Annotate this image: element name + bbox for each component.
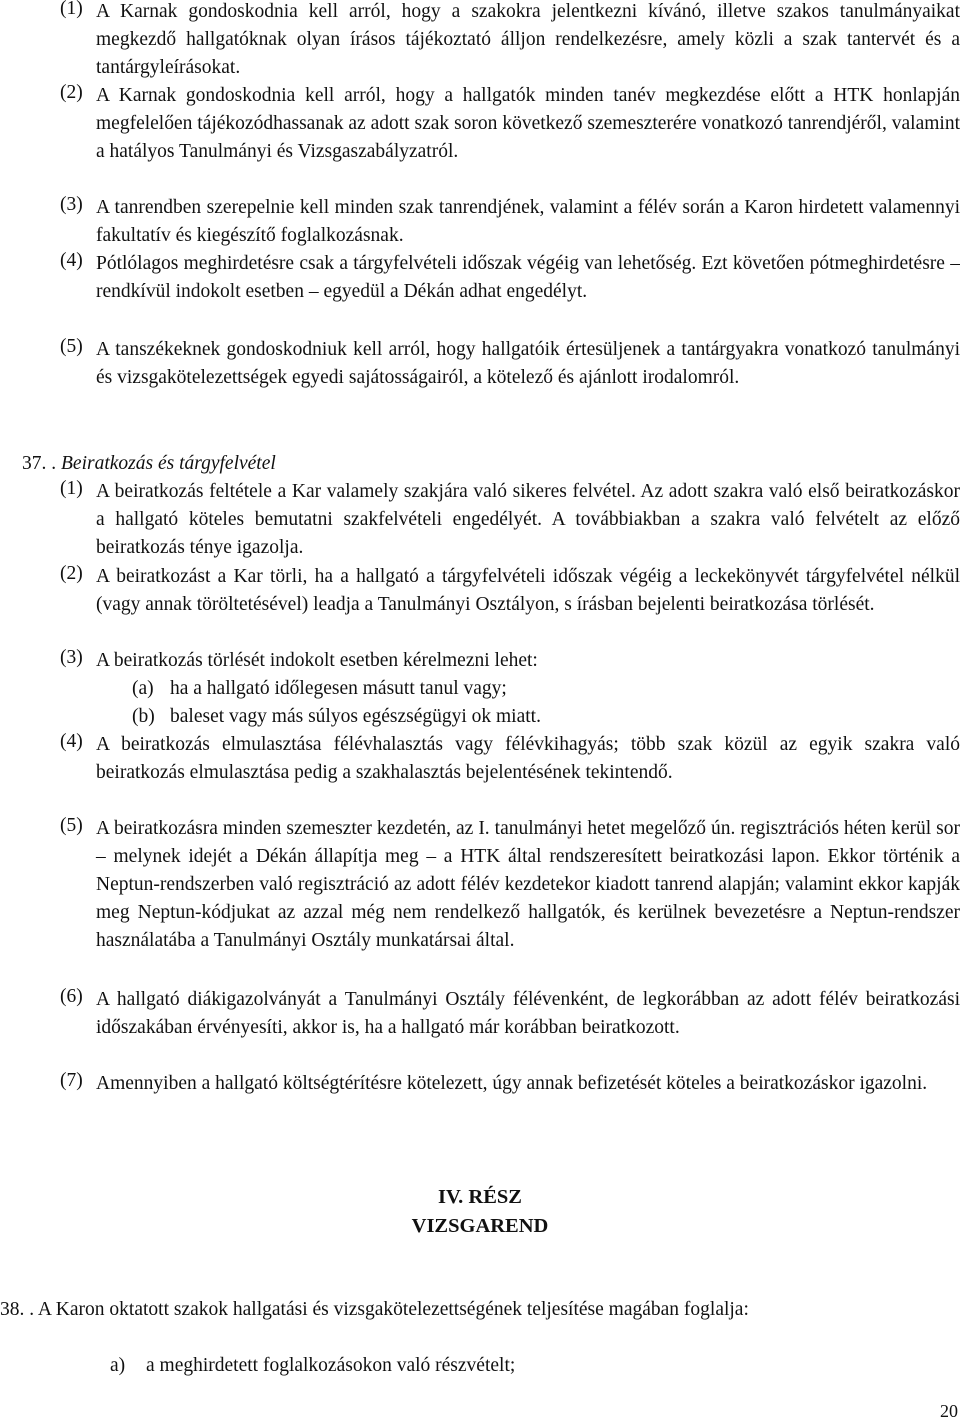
item-text: A Karnak gondoskodnia kell arról, hogy a szakokra jelentkezni kívánó, illetve szakos tanulmányaikat megkezdő hallgatóknak olyan írásos tájékoztató álljon rendelkezésre, amely közli a szak tantervét és a tantárgyleírásokat. xyxy=(96,1,960,78)
item-number: (1) xyxy=(60,478,83,499)
item-number: (1) xyxy=(60,0,83,19)
paragraph-item xyxy=(60,647,960,675)
item-text: A beiratkozást a Kar törli, ha a hallgató a tárgyfelvételi időszak végéig a leckekönyvét tárgyfelvétel nélkül (vagy annak töröltetésével) leadja a Tanulmányi Osztályon, s írásban bejelenti beiratkozása törlését. xyxy=(96,566,960,615)
part-title: VIZSGAREND xyxy=(411,1215,549,1237)
item-text: Pótlólagos meghirdetésre csak a tárgyfelvételi időszak végéig van lehetőség. Ezt követően pótmeghirdetésre – rendkívül indokolt esetben – egyedül a Dékán adhat engedélyt. xyxy=(96,253,960,302)
article-38-text: 38. . A Karon oktatott szakok hallgatási és vizsgakötelezettségének teljesítése magában foglalja: xyxy=(0,1299,749,1320)
item-text: A Karnak gondoskodnia kell arról, hogy a hallgatók minden tanév megkezdése előtt a HTK honlapján megfelelően tájékozódhassanak az adott szak soron következő szemeszterére vonatkozó tanrendjéről, valamint a hatályos Tanulmányi és Vizsgaszabályzatról. xyxy=(96,85,960,162)
item-text: A beiratkozásra minden szemeszter kezdetén, az I. tanulmányi hetet megelőző ún. regisztrációs héten kerül sor – melynek idejét a Dékán állapítja meg – a HTK által rendszeresített beiratkozási lapon. Ekkor történik a Neptun-rendszerben való regisztráció az adott félév kezdetekor kiadott tanrend alapján; valamint ekkor kapják meg Neptun-kódjukat az azzal még nem rendelkező hallgatók, és kerülnek bevezetésre a Neptun-rendszer használatába a Tanulmányi Osztály munkatársai által. xyxy=(96,818,960,951)
paragraph-item xyxy=(60,0,960,82)
part-number: IV. RÉSZ xyxy=(438,1186,522,1208)
article-number: 37. . xyxy=(22,453,57,474)
item-text: A tanrendben szerepelnie kell minden szak tanrendjének, valamint a félév során a Karon hirdetett valamennyi fakultatív és kiegészítő foglalkozásnak. xyxy=(96,197,960,246)
paragraph-item xyxy=(60,986,960,1042)
item-number: (2) xyxy=(60,563,83,584)
page-number: 20 xyxy=(940,1401,958,1421)
item-number: (3) xyxy=(60,647,83,668)
item-text: A hallgató diákigazolványát a Tanulmányi Osztály félévenként, de legkorábban az adott félév beiratkozási időszakában érvényesíti, akkor is, ha a hallgató már korábban beiratkozott. xyxy=(96,989,960,1038)
paragraph-item xyxy=(60,563,960,619)
sub-item-label: (a) xyxy=(132,678,154,699)
paragraph-item xyxy=(60,731,960,787)
item-text: Amennyiben a hallgató költségtérítésre kötelezett, úgy annak befizetését köteles a beiratkozáskor igazolni. xyxy=(96,1073,928,1094)
paragraph-item xyxy=(60,1070,960,1098)
sub-item-text: baleset vagy más súlyos egészségügyi ok miatt. xyxy=(170,706,541,727)
sub-item-text: ha a hallgató időlegesen másutt tanul vagy; xyxy=(170,678,507,699)
item-number: (5) xyxy=(60,815,83,836)
sub-item-label: (b) xyxy=(132,706,155,727)
sub-item-label: a) xyxy=(110,1355,126,1376)
article-title: Beiratkozás és tárgyfelvétel xyxy=(61,453,276,474)
sub-item xyxy=(110,1352,515,1380)
sub-item xyxy=(132,703,541,731)
item-text: A tanszékeknek gondoskodniuk kell arról, hogy hallgatóik értesüljenek a tantárgyakra vonatkozó tanulmányi és vizsgakötelezettségek egyedi sajátosságairól, a kötelező és ajánlott irodalomról. xyxy=(96,339,960,388)
article-heading xyxy=(22,450,276,478)
item-number: (5) xyxy=(60,336,83,357)
paragraph-item xyxy=(60,82,960,166)
paragraph-item xyxy=(60,478,960,562)
item-number: (2) xyxy=(60,82,83,103)
item-text: A beiratkozás törlését indokolt esetben kérelmezni lehet: xyxy=(96,650,538,671)
part-heading xyxy=(0,1183,960,1241)
paragraph-item xyxy=(60,336,960,392)
item-text: A beiratkozás elmulasztása félévhalasztás vagy félévkihagyás; több szak közül az egyik szakra való beiratkozás elmulasztása pedig a szakhalasztás bejelentésének tekintendő. xyxy=(96,734,960,783)
item-number: (7) xyxy=(60,1070,83,1091)
paragraph-item xyxy=(60,194,960,250)
item-number: (4) xyxy=(60,731,83,752)
item-number: (3) xyxy=(60,194,83,215)
sub-item-text: a meghirdetett foglalkozásokon való részvételt; xyxy=(146,1355,516,1376)
paragraph-item xyxy=(60,815,960,955)
sub-item xyxy=(132,675,507,703)
paragraph-item xyxy=(60,250,960,306)
item-number: (6) xyxy=(60,986,83,1007)
item-text: A beiratkozás feltétele a Kar valamely szakjára való sikeres felvétel. Az adott szakra való első beiratkozáskor a hallgató köteles bemutatni szakfelvételi engedélyét. A továbbiakban a szakra való felvételt az előző beiratkozás ténye igazolja. xyxy=(96,481,960,558)
item-number: (4) xyxy=(60,250,83,271)
